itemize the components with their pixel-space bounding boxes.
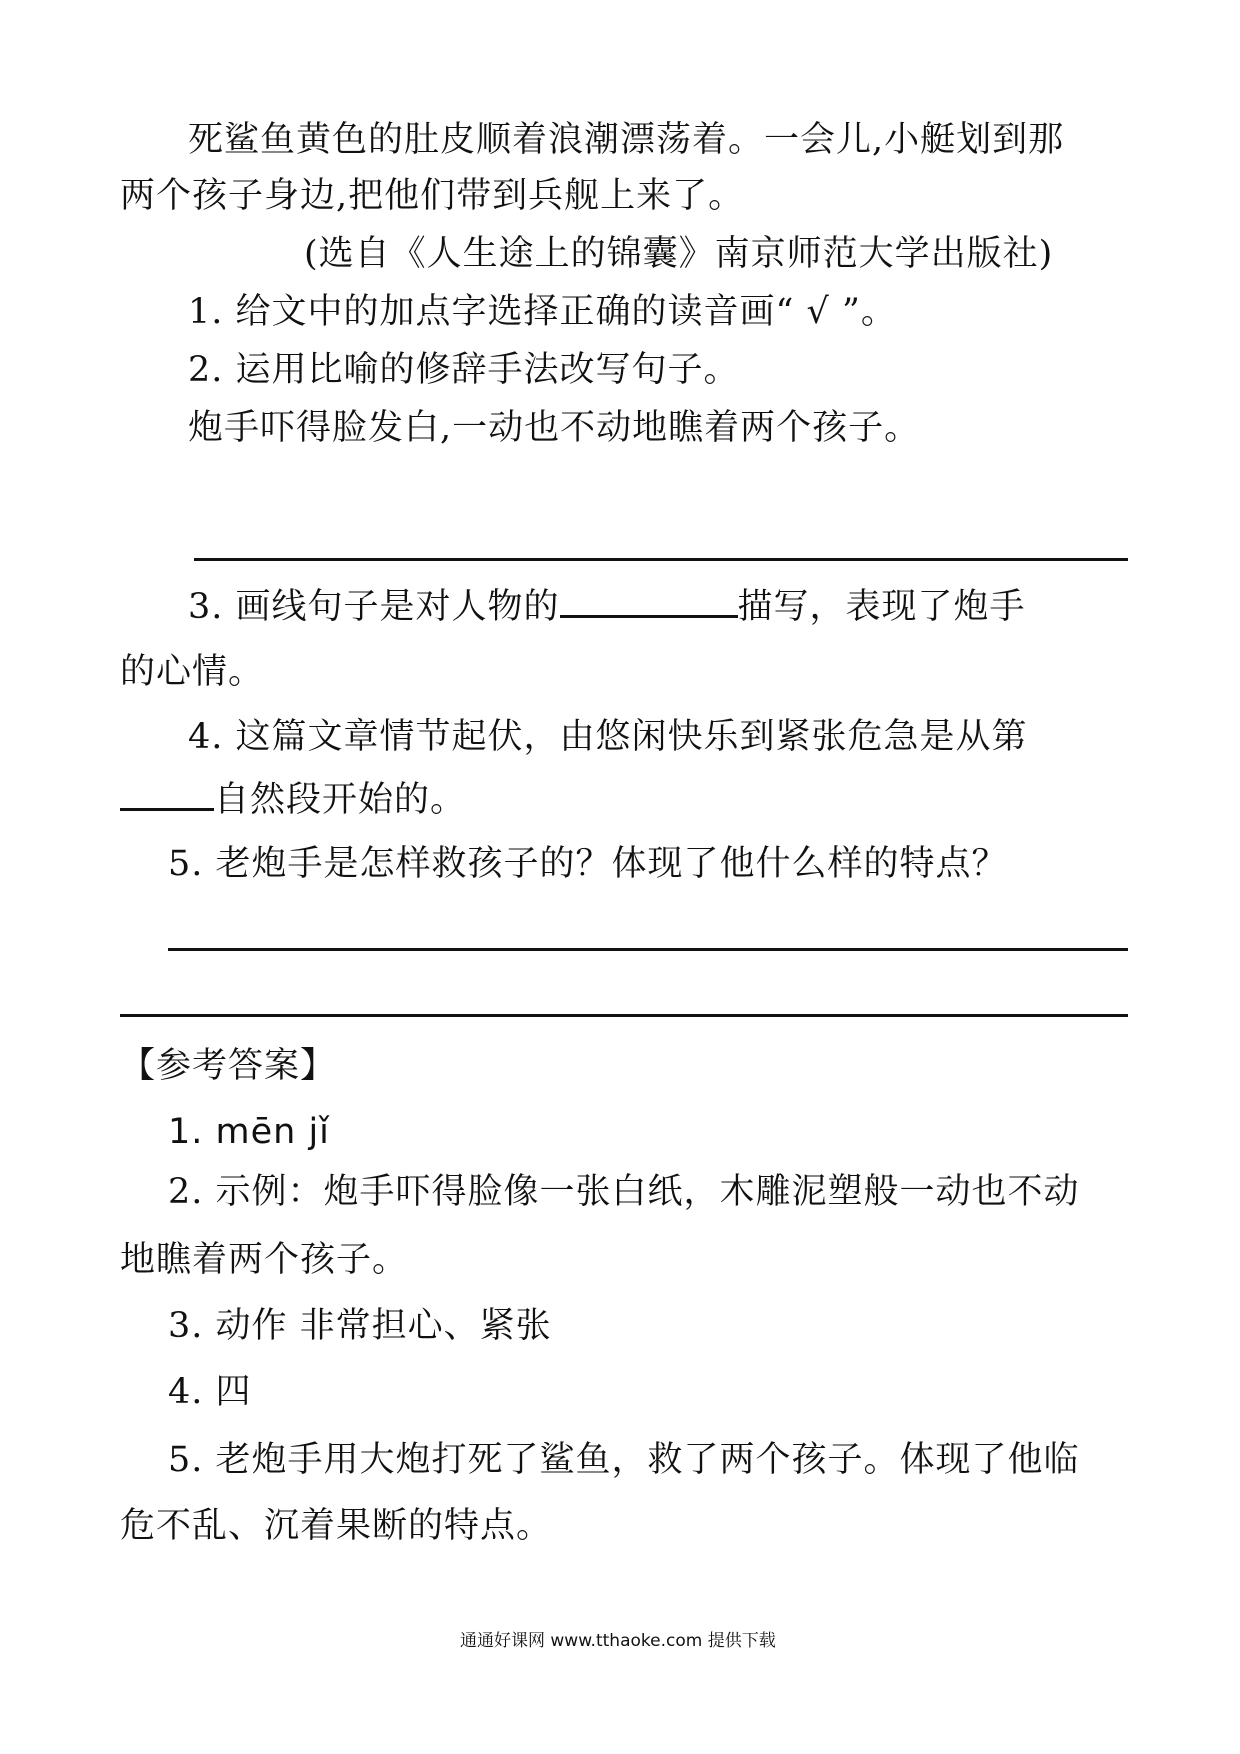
- answer-5-line-2: 危不乱、沉着果断的特点。: [120, 1506, 553, 1546]
- answer-3: 3. 动作 非常担心、紧张: [168, 1306, 552, 1346]
- question-3-blank[interactable]: [560, 585, 738, 618]
- question-4-line-1: 4. 这篇文章情节起伏，由悠闲快乐到紧张危急是从第: [188, 717, 1028, 757]
- answers-heading: 【参考答案】: [120, 1046, 337, 1086]
- passage-source: (选自《人生途上的锦囊》南京师范大学出版社): [304, 234, 1054, 274]
- answer-5-line-1: 5. 老炮手用大炮打死了鲨鱼，救了两个孩子。体现了他临: [168, 1440, 1080, 1480]
- answer-4: 4. 四: [168, 1372, 252, 1412]
- question-3-line-2: 的心情。: [120, 652, 265, 692]
- question-4-blank[interactable]: [120, 778, 214, 811]
- question-3: [188, 585, 1026, 629]
- question-1: 1. 给文中的加点字选择正确的读音画“ √ ”。: [188, 292, 897, 332]
- question-3-text-a: 3. 画线句子是对人物的: [188, 587, 560, 627]
- answer-line-q5-2[interactable]: [120, 1014, 1128, 1017]
- passage-line-1: 死鲨鱼黄色的肚皮顺着浪潮漂荡着。一会儿,小艇划到那: [188, 120, 1065, 160]
- answer-line-q5-1[interactable]: [168, 948, 1128, 951]
- question-2-sentence: 炮手吓得脸发白,一动也不动地瞧着两个孩子。: [188, 408, 921, 448]
- question-3-text-b: 描写，表现了炮手: [737, 587, 1026, 627]
- passage-line-2: 两个孩子身边,把他们带到兵舰上来了。: [120, 176, 745, 216]
- answer-2-line-1: 2. 示例：炮手吓得脸像一张白纸，木雕泥塑般一动也不动: [168, 1172, 1080, 1212]
- answer-1: 1. mēn jǐ: [168, 1112, 330, 1152]
- question-5: 5. 老炮手是怎样救孩子的？体现了他什么样的特点？: [168, 844, 1008, 884]
- question-2: 2. 运用比喻的修辞手法改写句子。: [188, 350, 740, 390]
- question-4-line-2: [120, 778, 466, 822]
- answer-2-line-2: 地瞧着两个孩子。: [120, 1240, 409, 1280]
- answer-line-q2[interactable]: [194, 558, 1128, 561]
- footer-download-note: 通通好课网 www.tthaoke.com 提供下载: [460, 1631, 776, 1651]
- question-4-text: 自然段开始的。: [214, 780, 467, 820]
